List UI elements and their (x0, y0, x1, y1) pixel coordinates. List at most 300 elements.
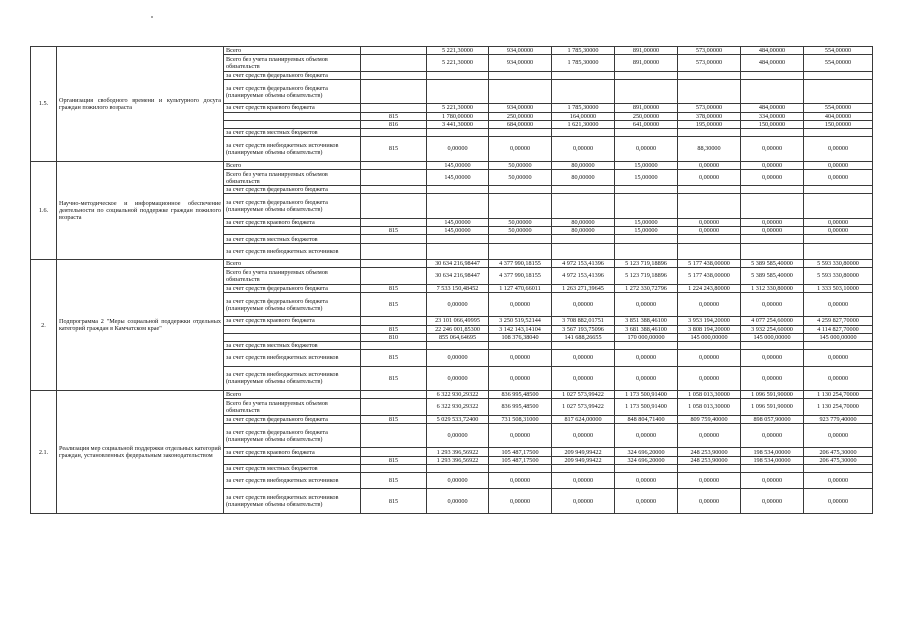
amount-cell: 0,00000 (489, 350, 552, 366)
amount-cell (678, 71, 741, 79)
amount-cell (741, 341, 804, 349)
budget-code-cell: 815 (361, 292, 427, 317)
funding-source-cell: за счет средств федерального бюджета (224, 284, 361, 292)
funding-source-cell: Всего (224, 391, 361, 399)
amount-cell: 817 624,00000 (552, 415, 615, 423)
amount-cell: 0,00000 (615, 366, 678, 391)
amount-cell: 1 785,30000 (552, 55, 615, 71)
amount-cell: 6 322 930,29322 (427, 391, 489, 399)
budget-code-cell (361, 194, 427, 219)
amount-cell (804, 243, 873, 259)
amount-cell: 0,00000 (489, 489, 552, 514)
funding-source-cell (224, 227, 361, 235)
funding-source-cell: за счет средств федерального бюджета (планируемые объемы обязательств) (224, 194, 361, 219)
scan-speck (151, 16, 153, 18)
amount-cell: 3 851 388,46100 (615, 317, 678, 325)
amount-cell: 0,00000 (741, 423, 804, 448)
funding-source-cell: за счет средств внебюджетных источников (планируемые объемы обязательств) (224, 366, 361, 391)
budget-code-cell: 815 (361, 456, 427, 464)
amount-cell (615, 341, 678, 349)
amount-cell (427, 235, 489, 243)
amount-cell (804, 464, 873, 472)
amount-cell: 848 804,71400 (615, 415, 678, 423)
amount-cell (741, 79, 804, 104)
amount-cell: 0,00000 (741, 137, 804, 162)
funding-source-cell: за счет средств федерального бюджета (224, 71, 361, 79)
amount-cell: 4 114 827,70000 (804, 325, 873, 333)
amount-cell: 554,00000 (804, 47, 873, 55)
amount-cell: 809 759,40000 (678, 415, 741, 423)
funding-source-cell: Всего без учета планируемых объемов обязательств (224, 268, 361, 284)
amount-cell: 3 808 194,20000 (678, 325, 741, 333)
amount-cell: 80,00000 (552, 161, 615, 169)
funding-source-cell: за счет средств краевого бюджета (224, 448, 361, 456)
budget-code-cell (361, 391, 427, 399)
amount-cell: 0,00000 (489, 137, 552, 162)
funding-source-cell: Всего без учета планируемых объемов обязательств (224, 55, 361, 71)
amount-cell (678, 194, 741, 219)
amount-cell: 5 389 585,40000 (741, 268, 804, 284)
amount-cell: 923 779,40000 (804, 415, 873, 423)
amount-cell: 5 221,30000 (427, 104, 489, 112)
amount-cell (804, 186, 873, 194)
amount-cell: 4 077 254,60000 (741, 317, 804, 325)
amount-cell: 0,00000 (427, 137, 489, 162)
amount-cell (552, 128, 615, 136)
section-number: 1.6. (31, 161, 57, 259)
amount-cell: 0,00000 (552, 489, 615, 514)
table-row (31, 47, 873, 55)
amount-cell: 554,00000 (804, 104, 873, 112)
amount-cell: 105 487,17500 (489, 448, 552, 456)
amount-cell (741, 71, 804, 79)
amount-cell: 378,00000 (678, 112, 741, 120)
amount-cell: 150,00000 (804, 120, 873, 128)
amount-cell: 484,00000 (741, 104, 804, 112)
amount-cell: 334,00000 (741, 112, 804, 120)
amount-cell: 0,00000 (678, 473, 741, 489)
amount-cell (678, 464, 741, 472)
amount-cell: 4 377 990,18155 (489, 260, 552, 268)
amount-cell (615, 79, 678, 104)
amount-cell: 5 123 719,18896 (615, 268, 678, 284)
amount-cell: 5 221,30000 (427, 47, 489, 55)
amount-cell: 6 322 930,29322 (427, 399, 489, 415)
amount-cell: 0,00000 (741, 489, 804, 514)
amount-cell (489, 243, 552, 259)
budget-code-cell (361, 399, 427, 415)
section-number: 2. (31, 260, 57, 391)
amount-cell: 1 130 254,70000 (804, 391, 873, 399)
section-title: Научно-методическое и информационное обеспечение деятельности по социальной поддержке граждан пожилого возраста (57, 161, 224, 259)
amount-cell: 23 101 066,49995 (427, 317, 489, 325)
budget-code-cell (361, 47, 427, 55)
amount-cell (427, 71, 489, 79)
amount-cell (489, 464, 552, 472)
amount-cell: 1 224 243,80000 (678, 284, 741, 292)
amount-cell: 3 953 194,20000 (678, 317, 741, 325)
amount-cell: 0,00000 (489, 423, 552, 448)
amount-cell: 836 995,48500 (489, 391, 552, 399)
budget-code-cell: 815 (361, 489, 427, 514)
amount-cell: 5 593 330,80000 (804, 260, 873, 268)
funding-source-cell: Всего без учета планируемых объемов обязательств (224, 169, 361, 185)
amount-cell (678, 341, 741, 349)
amount-cell: 0,00000 (678, 161, 741, 169)
funding-source-cell: за счет средств краевого бюджета (224, 219, 361, 227)
amount-cell: 0,00000 (804, 366, 873, 391)
amount-cell (804, 194, 873, 219)
amount-cell: 0,00000 (678, 423, 741, 448)
amount-cell: 164,00000 (552, 112, 615, 120)
amount-cell (741, 194, 804, 219)
budget-code-cell: 815 (361, 473, 427, 489)
amount-cell: 15,00000 (615, 169, 678, 185)
funding-source-cell (224, 120, 361, 128)
amount-cell: 554,00000 (804, 55, 873, 71)
amount-cell: 0,00000 (615, 473, 678, 489)
amount-cell (427, 194, 489, 219)
amount-cell: 0,00000 (804, 473, 873, 489)
amount-cell: 0,00000 (489, 366, 552, 391)
amount-cell: 0,00000 (427, 473, 489, 489)
amount-cell: 195,00000 (678, 120, 741, 128)
amount-cell: 1 173 500,91400 (615, 391, 678, 399)
funding-source-cell (224, 456, 361, 464)
amount-cell: 731 508,31000 (489, 415, 552, 423)
amount-cell: 1 130 254,70000 (804, 399, 873, 415)
amount-cell: 0,00000 (615, 489, 678, 514)
amount-cell: 4 972 153,41396 (552, 268, 615, 284)
amount-cell: 80,00000 (552, 169, 615, 185)
amount-cell (552, 235, 615, 243)
funding-source-cell: за счет средств внебюджетных источников (224, 350, 361, 366)
amount-cell: 324 696,20000 (615, 448, 678, 456)
budget-code-cell (361, 71, 427, 79)
amount-cell: 145 000,00000 (741, 333, 804, 341)
amount-cell: 898 057,90000 (741, 415, 804, 423)
amount-cell: 891,00000 (615, 104, 678, 112)
section-number: 2.1. (31, 391, 57, 514)
amount-cell (741, 235, 804, 243)
funding-source-cell: Всего (224, 47, 361, 55)
amount-cell (489, 79, 552, 104)
funding-source-cell: за счет средств внебюджетных источников (планируемые объемы обязательств) (224, 489, 361, 514)
budget-code-cell (361, 235, 427, 243)
budget-code-cell (361, 219, 427, 227)
amount-cell: 0,00000 (678, 227, 741, 235)
amount-cell (552, 79, 615, 104)
table-row (31, 391, 873, 399)
amount-cell: 80,00000 (552, 219, 615, 227)
budget-code-cell: 815 (361, 284, 427, 292)
amount-cell: 641,00000 (615, 120, 678, 128)
amount-cell: 0,00000 (427, 489, 489, 514)
amount-cell: 141 688,26655 (552, 333, 615, 341)
amount-cell: 0,00000 (552, 473, 615, 489)
amount-cell (678, 235, 741, 243)
amount-cell: 0,00000 (615, 350, 678, 366)
amount-cell (552, 194, 615, 219)
amount-cell: 0,00000 (804, 161, 873, 169)
amount-cell: 206 475,30000 (804, 448, 873, 456)
amount-cell: 1 333 503,10000 (804, 284, 873, 292)
budget-code-cell (361, 186, 427, 194)
amount-cell (489, 235, 552, 243)
funding-source-cell: за счет средств местных бюджетов (224, 341, 361, 349)
amount-cell: 170 000,00000 (615, 333, 678, 341)
amount-cell: 145,00000 (427, 169, 489, 185)
amount-cell: 0,00000 (804, 423, 873, 448)
section-title: Организация свободного времени и культурного досуга граждан пожилого возраста (57, 47, 224, 162)
amount-cell (678, 128, 741, 136)
budget-table (30, 46, 873, 514)
amount-cell: 891,00000 (615, 47, 678, 55)
amount-cell: 1 785,30000 (552, 104, 615, 112)
amount-cell: 0,00000 (489, 473, 552, 489)
amount-cell: 3 708 882,01751 (552, 317, 615, 325)
amount-cell: 30 634 216,98447 (427, 260, 489, 268)
amount-cell: 15,00000 (615, 161, 678, 169)
amount-cell: 0,00000 (615, 423, 678, 448)
amount-cell: 3 567 193,75096 (552, 325, 615, 333)
amount-cell (427, 341, 489, 349)
funding-source-cell (224, 325, 361, 333)
amount-cell: 15,00000 (615, 219, 678, 227)
amount-cell (741, 186, 804, 194)
amount-cell: 891,00000 (615, 55, 678, 71)
amount-cell: 934,00000 (489, 104, 552, 112)
budget-code-cell (361, 448, 427, 456)
budget-code-cell: 815 (361, 415, 427, 423)
amount-cell: 1 127 470,66011 (489, 284, 552, 292)
amount-cell: 5 029 533,72400 (427, 415, 489, 423)
amount-cell: 3 932 254,60000 (741, 325, 804, 333)
amount-cell: 4 259 827,70000 (804, 317, 873, 325)
amount-cell: 145 000,00000 (678, 333, 741, 341)
amount-cell: 50,00000 (489, 227, 552, 235)
amount-cell: 0,00000 (427, 292, 489, 317)
amount-cell (678, 186, 741, 194)
amount-cell: 22 246 001,85300 (427, 325, 489, 333)
amount-cell (615, 194, 678, 219)
amount-cell: 0,00000 (678, 366, 741, 391)
amount-cell: 1 312 330,80000 (741, 284, 804, 292)
funding-source-cell: за счет средств краевого бюджета (224, 104, 361, 112)
amount-cell: 1 096 591,90000 (741, 391, 804, 399)
amount-cell (741, 128, 804, 136)
amount-cell: 0,00000 (678, 292, 741, 317)
budget-code-cell: 816 (361, 120, 427, 128)
amount-cell: 1 058 013,30000 (678, 399, 741, 415)
amount-cell: 1 272 330,72796 (615, 284, 678, 292)
amount-cell: 206 475,30000 (804, 456, 873, 464)
amount-cell: 404,00000 (804, 112, 873, 120)
amount-cell (489, 194, 552, 219)
amount-cell: 836 995,48500 (489, 399, 552, 415)
amount-cell: 0,00000 (678, 169, 741, 185)
amount-cell: 573,00000 (678, 47, 741, 55)
amount-cell: 250,00000 (489, 112, 552, 120)
amount-cell: 1 293 396,56922 (427, 448, 489, 456)
amount-cell: 3 142 143,14104 (489, 325, 552, 333)
amount-cell (427, 186, 489, 194)
amount-cell (489, 71, 552, 79)
amount-cell: 198 534,00000 (741, 448, 804, 456)
amount-cell: 150,00000 (741, 120, 804, 128)
funding-source-cell: за счет средств местных бюджетов (224, 128, 361, 136)
budget-code-cell: 815 (361, 112, 427, 120)
amount-cell: 5 177 438,00000 (678, 260, 741, 268)
amount-cell: 5 221,30000 (427, 55, 489, 71)
amount-cell: 0,00000 (741, 292, 804, 317)
section-number: 1.5. (31, 47, 57, 162)
amount-cell (552, 71, 615, 79)
budget-code-cell (361, 104, 427, 112)
section-title: Подпрограмма 2 "Меры социальной поддержки отдельных категорий граждан в Камчатском крае" (57, 260, 224, 391)
funding-source-cell: за счет средств внебюджетных источников (планируемые объемы обязательств) (224, 137, 361, 162)
amount-cell: 0,00000 (741, 473, 804, 489)
budget-code-cell (361, 260, 427, 268)
amount-cell (678, 243, 741, 259)
amount-cell: 0,00000 (615, 137, 678, 162)
funding-source-cell: за счет средств федерального бюджета (планируемые объемы обязательств) (224, 292, 361, 317)
amount-cell: 145,00000 (427, 219, 489, 227)
amount-cell: 3 441,30000 (427, 120, 489, 128)
amount-cell (804, 235, 873, 243)
amount-cell: 50,00000 (489, 161, 552, 169)
amount-cell: 1 263 271,39645 (552, 284, 615, 292)
amount-cell (804, 128, 873, 136)
funding-source-cell: Всего без учета планируемых объемов обязательств (224, 399, 361, 415)
amount-cell (489, 128, 552, 136)
amount-cell: 88,30000 (678, 137, 741, 162)
amount-cell (552, 341, 615, 349)
amount-cell: 573,00000 (678, 55, 741, 71)
amount-cell: 7 533 150,48452 (427, 284, 489, 292)
budget-code-cell: 815 (361, 137, 427, 162)
amount-cell: 0,00000 (741, 366, 804, 391)
budget-table-body (31, 47, 873, 514)
amount-cell: 145 000,00000 (804, 333, 873, 341)
funding-source-cell: за счет средств местных бюджетов (224, 235, 361, 243)
budget-code-cell (361, 55, 427, 71)
funding-source-cell: за счет средств федерального бюджета (224, 186, 361, 194)
budget-code-cell (361, 79, 427, 104)
amount-cell: 1 027 573,99422 (552, 391, 615, 399)
amount-cell: 250,00000 (615, 112, 678, 120)
funding-source-cell: Всего (224, 260, 361, 268)
amount-cell: 1 293 396,56922 (427, 456, 489, 464)
amount-cell: 0,00000 (552, 366, 615, 391)
amount-cell: 209 949,99422 (552, 448, 615, 456)
amount-cell: 15,00000 (615, 227, 678, 235)
amount-cell: 198 534,00000 (741, 456, 804, 464)
amount-cell (615, 235, 678, 243)
amount-cell (427, 128, 489, 136)
amount-cell: 0,00000 (804, 137, 873, 162)
amount-cell: 30 634 216,98447 (427, 268, 489, 284)
amount-cell: 1 027 573,99422 (552, 399, 615, 415)
amount-cell: 248 253,90000 (678, 456, 741, 464)
funding-source-cell: за счет средств краевого бюджета (224, 317, 361, 325)
amount-cell: 0,00000 (489, 292, 552, 317)
amount-cell (489, 186, 552, 194)
amount-cell: 0,00000 (804, 489, 873, 514)
amount-cell: 324 696,20000 (615, 456, 678, 464)
amount-cell: 145,00000 (427, 161, 489, 169)
amount-cell: 145,00000 (427, 227, 489, 235)
budget-code-cell: 810 (361, 333, 427, 341)
amount-cell: 0,00000 (741, 161, 804, 169)
amount-cell: 4 972 153,41396 (552, 260, 615, 268)
budget-code-cell (361, 128, 427, 136)
amount-cell: 0,00000 (804, 292, 873, 317)
budget-code-cell (361, 169, 427, 185)
amount-cell (678, 79, 741, 104)
funding-source-cell: за счет средств местных бюджетов (224, 464, 361, 472)
amount-cell: 934,00000 (489, 47, 552, 55)
budget-code-cell (361, 161, 427, 169)
budget-code-cell: 815 (361, 227, 427, 235)
table-row (31, 260, 873, 268)
table-row (31, 161, 873, 169)
amount-cell: 684,00000 (489, 120, 552, 128)
amount-cell: 1 096 591,90000 (741, 399, 804, 415)
budget-code-cell (361, 243, 427, 259)
amount-cell (552, 243, 615, 259)
amount-cell (615, 464, 678, 472)
funding-source-cell: за счет средств внебюджетных источников (224, 473, 361, 489)
amount-cell: 1 780,00000 (427, 112, 489, 120)
amount-cell: 1 621,30000 (552, 120, 615, 128)
amount-cell: 0,00000 (427, 350, 489, 366)
budget-code-cell (361, 268, 427, 284)
amount-cell: 0,00000 (678, 350, 741, 366)
amount-cell: 0,00000 (741, 169, 804, 185)
amount-cell: 484,00000 (741, 47, 804, 55)
budget-code-cell (361, 317, 427, 325)
amount-cell: 573,00000 (678, 104, 741, 112)
amount-cell: 0,00000 (427, 423, 489, 448)
amount-cell (552, 464, 615, 472)
amount-cell (427, 79, 489, 104)
budget-code-cell: 815 (361, 325, 427, 333)
amount-cell (615, 128, 678, 136)
amount-cell: 248 253,90000 (678, 448, 741, 456)
amount-cell (741, 464, 804, 472)
amount-cell: 0,00000 (741, 219, 804, 227)
amount-cell: 0,00000 (678, 489, 741, 514)
amount-cell: 855 064,64695 (427, 333, 489, 341)
budget-code-cell (361, 423, 427, 448)
amount-cell: 0,00000 (804, 169, 873, 185)
funding-source-cell: Всего (224, 161, 361, 169)
amount-cell (427, 243, 489, 259)
amount-cell: 1 173 500,91400 (615, 399, 678, 415)
amount-cell (615, 71, 678, 79)
amount-cell: 80,00000 (552, 227, 615, 235)
amount-cell: 105 487,17500 (489, 456, 552, 464)
amount-cell: 1 058 013,30000 (678, 391, 741, 399)
amount-cell: 3 250 519,52144 (489, 317, 552, 325)
budget-code-cell (361, 341, 427, 349)
amount-cell (741, 243, 804, 259)
amount-cell: 5 593 330,80000 (804, 268, 873, 284)
amount-cell (804, 71, 873, 79)
amount-cell: 0,00000 (615, 292, 678, 317)
amount-cell: 0,00000 (552, 137, 615, 162)
